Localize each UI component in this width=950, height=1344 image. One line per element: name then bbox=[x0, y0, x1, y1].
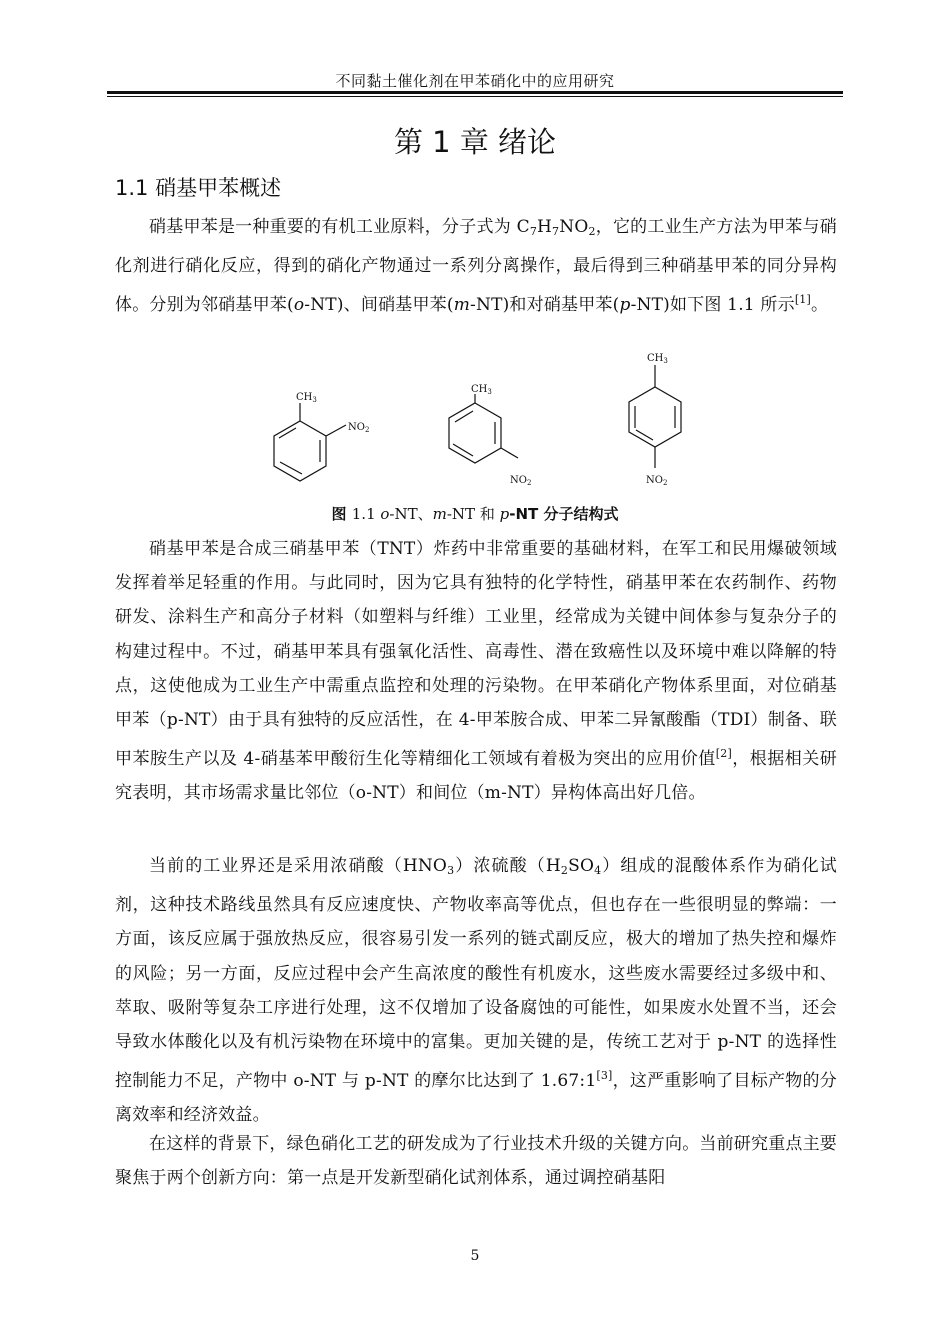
citation-2: [2] bbox=[715, 747, 732, 761]
para-ch3-label: $CH_3$ bbox=[647, 353, 668, 365]
paragraph-1: 硝基甲苯是一种重要的有机工业原料，分子式为 $C_7H_7NO_2$，它的工业生产方法为甲苯与硝化剂进行硝化反应，得到的硝化产物通过一系列分离操作，最后得到三种硝基甲苯的同分异构体。分别为邻硝基甲苯(o-NT)、间硝基甲苯(m-NT)和对硝基甲苯(p-NT)如下图 1.1 所示[1]。 bbox=[115, 217, 837, 316]
ortho-no2-label: $NO_2$ bbox=[348, 422, 370, 434]
paragraph-4: 在这样的背景下，绿色硝化工艺的研发成为了行业技术升级的关键方向。当前研究重点主要聚焦于两个创新方向：第一点是开发新型硝化试剂体系，通过调控硝基阳 bbox=[115, 1134, 837, 1189]
header-rule-thin bbox=[107, 96, 843, 97]
meta-no2-label: $NO_2$ bbox=[510, 475, 532, 487]
page-number: 5 bbox=[470, 1248, 480, 1264]
figure-molecular-structures bbox=[260, 346, 690, 496]
section-title: 1.1 硝基甲苯概述 bbox=[115, 176, 282, 200]
para-nitrotoluene-structure bbox=[629, 365, 681, 468]
header-rule-thick bbox=[107, 91, 843, 94]
chapter-title: 第 1 章 绪论 bbox=[393, 125, 557, 159]
figure-caption: 图 1.1 o-NT、m-NT 和 p-NT 分子结构式 bbox=[331, 505, 619, 523]
para-no2-label: $NO_2$ bbox=[646, 475, 668, 487]
ortho-ch3-label: $CH_3$ bbox=[296, 392, 317, 404]
paragraph-3: 当前的工业界还是采用浓硝酸$(HNO_3)$浓硫酸$(H_2SO_4)$组成的混酸体系作为硝化试剂，这种技术路线虽然具有反应速度快、产物收率高等优点，但也存在一些很明显的弊端：一方面，该反应属于强放热反应，很容易引发一系列的链式副反应，极大的增加了热失控和爆炸的风险；另一方面，反应过程中会产生高浓度的酸性有机废水，这些废水需要经过多级中和、萃取、吸附等复杂工序进行处理，这不仅增加了设备腐蚀的可能性，如果废水处置不当，还会导致水体酸化以及有机污染物在环境中的富集。更加关键的是，传统工艺对于 p-NT 的选择性控制能力不足，产物中 o-NT 与 p-NT 的摩尔比达到了 1.67:1[3]，这严重影响了目标产物的分离效率和经济效益。 bbox=[115, 856, 837, 1126]
citation-3: [3] bbox=[596, 1069, 613, 1083]
citation-1: [1] bbox=[794, 293, 811, 307]
meta-ch3-label: $CH_3$ bbox=[471, 384, 492, 396]
paragraph-2: 硝基甲苯是合成三硝基甲苯（TNT）炸药中非常重要的基础材料，在军工和民用爆破领域发挥着举足轻重的作用。与此同时，因为它具有独特的化学特性，硝基甲苯在农药制作、药物研发、涂料生产和高分子材料（如塑料与纤维）工业里，经常成为关键中间体参与复杂分子的构建过程中。不过，硝基甲苯具有强氧化活性、高毒性、潜在致癌性以及环境中难以降解的特点，这使他成为工业生产中需重点监控和处理的污染物。在甲苯硝化产物体系里面，对位硝基甲苯（p-NT）由于具有独特的反应活性，在 4-甲苯胺合成、甲苯二异氰酸酯（TDI）制备、联甲苯胺生产以及 4-硝基苯甲酸衍生化等精细化工领域有着极为突出的应用价值[2]，根据相关研究表明，其市场需求量比邻位（o-NT）和间位（m-NT）异构体高出好几倍。 bbox=[115, 539, 837, 804]
meta-nitrotoluene-structure bbox=[449, 394, 518, 463]
ortho-nitrotoluene-structure bbox=[274, 403, 346, 481]
running-header: 不同黏土催化剂在甲苯硝化中的应用研究 bbox=[335, 72, 615, 90]
